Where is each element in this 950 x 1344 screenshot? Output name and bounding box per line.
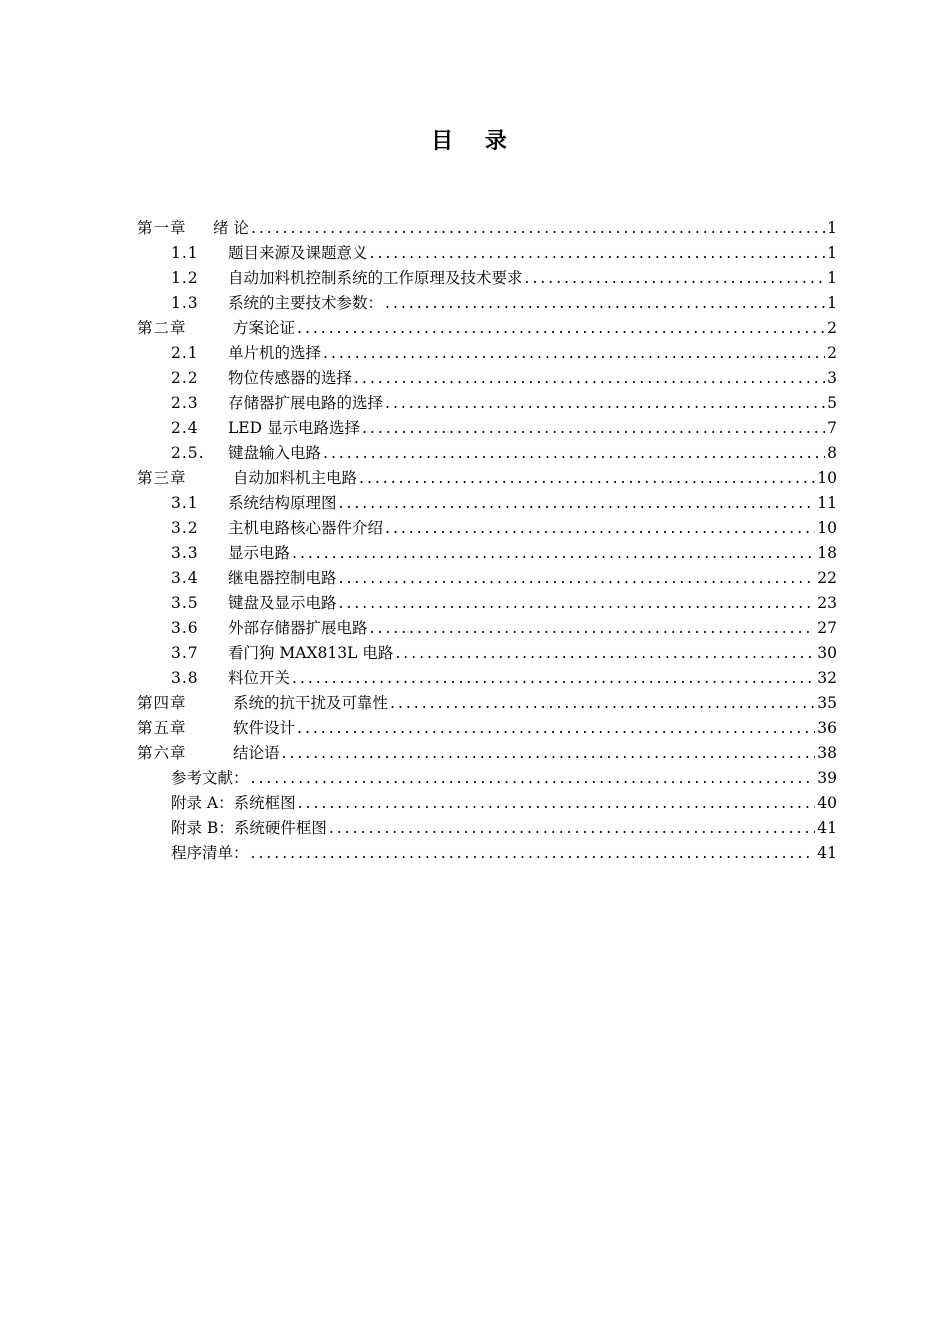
- toc-entry-page: 11: [817, 494, 837, 512]
- toc-entry-label: 方案论证: [233, 319, 296, 337]
- toc-leader-dots: [390, 691, 815, 716]
- toc-entry-label: 料位开关: [228, 669, 291, 687]
- toc-entry-page: 36: [817, 719, 837, 737]
- toc-entry-number: 2.5.: [171, 444, 205, 462]
- toc-entry-section[interactable]: [137, 291, 837, 316]
- toc-entry-page: 40: [817, 794, 837, 812]
- toc-entry-page: 8: [827, 444, 837, 462]
- toc-entry-page: 35: [817, 694, 837, 712]
- toc-entry-section[interactable]: [137, 591, 837, 616]
- toc-entry-section[interactable]: [137, 416, 837, 441]
- toc-entry-number: 3.6: [171, 619, 199, 637]
- toc-entry-page: 18: [817, 544, 837, 562]
- toc-leader-dots: [292, 541, 815, 566]
- toc-entry-number: 第二章: [137, 319, 187, 337]
- page-title: 目 录: [431, 129, 519, 154]
- table-of-contents: [137, 216, 837, 866]
- toc-entry-chapter-3[interactable]: [137, 466, 837, 491]
- toc-entry-page: 2: [827, 319, 837, 337]
- toc-leader-dots: [339, 591, 816, 616]
- toc-leader-dots: [362, 416, 825, 441]
- toc-entry-page: 5: [827, 394, 837, 412]
- toc-entry-page: 22: [817, 569, 837, 587]
- toc-entry-label: 外部存储器扩展电路: [228, 619, 368, 637]
- toc-entry-number: 3.2: [171, 519, 199, 537]
- toc-entry-page: 7: [827, 419, 837, 437]
- toc-entry-label: 附录 A：系统框图: [171, 794, 296, 812]
- toc-entry-page: 1: [827, 244, 837, 262]
- toc-entry-label: 主机电路核心器件介绍: [228, 519, 384, 537]
- toc-leader-dots: [395, 641, 815, 666]
- toc-entry-number: 2.1: [171, 344, 199, 362]
- toc-entry-page: 41: [817, 819, 837, 837]
- toc-leader-dots: [385, 291, 825, 316]
- toc-leader-dots: [251, 766, 816, 791]
- toc-entry-label: 程序清单：: [171, 844, 249, 862]
- toc-entry-section[interactable]: [137, 666, 837, 691]
- toc-leader-dots: [385, 391, 825, 416]
- toc-entry-page: 30: [817, 644, 837, 662]
- toc-entry-number: 第六章: [137, 744, 187, 762]
- toc-entry-number: 2.4: [171, 419, 199, 437]
- toc-entry-label: 自动加料机主电路: [233, 469, 358, 487]
- toc-entry-section[interactable]: [137, 641, 837, 666]
- toc-leader-dots: [359, 466, 815, 491]
- toc-entry-chapter-5[interactable]: [137, 716, 837, 741]
- toc-entry-page: 39: [817, 769, 837, 787]
- toc-entry-references[interactable]: [137, 766, 837, 791]
- toc-leader-dots: [297, 316, 825, 341]
- toc-entry-page: 41: [817, 844, 837, 862]
- toc-entry-number: 1.1: [171, 244, 199, 262]
- toc-entry-section[interactable]: [137, 266, 837, 291]
- toc-leader-dots: [251, 841, 816, 866]
- toc-leader-dots: [282, 741, 816, 766]
- toc-entry-section[interactable]: [137, 566, 837, 591]
- toc-entry-section[interactable]: [137, 241, 837, 266]
- toc-entry-section[interactable]: [137, 516, 837, 541]
- toc-entry-page: 32: [817, 669, 837, 687]
- toc-leader-dots: [339, 566, 816, 591]
- toc-entry-page: 10: [817, 519, 837, 537]
- toc-entry-page: 3: [827, 369, 837, 387]
- toc-entry-number: 3.7: [171, 644, 199, 662]
- toc-leader-dots: [323, 441, 825, 466]
- toc-leader-dots: [251, 216, 825, 241]
- toc-entry-label: 系统结构原理图: [228, 494, 337, 512]
- toc-entry-label: LED 显示电路选择: [228, 419, 360, 437]
- toc-entry-label: 单片机的选择: [228, 344, 322, 362]
- toc-entry-page: 2: [827, 344, 837, 362]
- toc-entry-number: 3.3: [171, 544, 199, 562]
- toc-entry-chapter-6[interactable]: [137, 741, 837, 766]
- toc-entry-label: 键盘及显示电路: [228, 594, 337, 612]
- toc-leader-dots: [298, 791, 816, 816]
- toc-entry-section[interactable]: [137, 391, 837, 416]
- toc-entry-number: 第三章: [137, 469, 187, 487]
- toc-leader-dots: [329, 816, 815, 841]
- toc-entry-label: 参考文献：: [171, 769, 249, 787]
- toc-entry-chapter-4[interactable]: [137, 691, 837, 716]
- toc-entry-page: 38: [817, 744, 837, 762]
- toc-entry-chapter-1[interactable]: [137, 216, 837, 241]
- toc-entry-number: 第一章: [137, 219, 187, 237]
- toc-entry-number: 3.1: [171, 494, 199, 512]
- toc-entry-label: 继电器控制电路: [228, 569, 337, 587]
- toc-entry-section[interactable]: [137, 441, 837, 466]
- toc-entry-number: 3.5: [171, 594, 199, 612]
- toc-leader-dots: [297, 716, 815, 741]
- toc-entry-label: 物位传感器的选择: [228, 369, 353, 387]
- toc-entry-number: 3.8: [171, 669, 199, 687]
- toc-entry-label: 系统的主要技术参数：: [228, 294, 384, 312]
- toc-entry-number: 3.4: [171, 569, 199, 587]
- toc-entry-program-listing[interactable]: [137, 841, 837, 866]
- toc-entry-appendix-a[interactable]: [137, 791, 837, 816]
- toc-entry-label: 键盘输入电路: [228, 444, 322, 462]
- toc-entry-label: 系统的抗干扰及可靠性: [233, 694, 389, 712]
- toc-entry-number: 2.3: [171, 394, 199, 412]
- toc-entry-page: 27: [817, 619, 837, 637]
- toc-leader-dots: [339, 491, 816, 516]
- toc-entry-page: 10: [817, 469, 837, 487]
- toc-entry-label: 附录 B：系统硬件框图: [171, 819, 327, 837]
- toc-entry-label: 自动加料机控制系统的工作原理及技术要求: [228, 269, 523, 287]
- toc-entry-page: 1: [827, 219, 837, 237]
- toc-entry-page: 1: [827, 269, 837, 287]
- toc-entry-section[interactable]: [137, 616, 837, 641]
- toc-entry-section[interactable]: [137, 491, 837, 516]
- toc-entry-number: 1.3: [171, 294, 199, 312]
- toc-leader-dots: [370, 241, 826, 266]
- toc-entry-section[interactable]: [137, 541, 837, 566]
- toc-entry-label: 存储器扩展电路的选择: [228, 394, 384, 412]
- toc-entry-number: 第五章: [137, 719, 187, 737]
- toc-entry-number: 1.2: [171, 269, 199, 287]
- toc-leader-dots: [525, 266, 826, 291]
- toc-leader-dots: [323, 341, 825, 366]
- toc-leader-dots: [370, 616, 816, 641]
- toc-entry-label: 显示电路: [228, 544, 291, 562]
- toc-entry-number: 第四章: [137, 694, 187, 712]
- toc-leader-dots: [292, 666, 815, 691]
- toc-entry-number: 2.2: [171, 369, 199, 387]
- toc-entry-label: 看门狗 MAX813L 电路: [228, 644, 394, 662]
- toc-leader-dots: [354, 366, 825, 391]
- toc-entry-section[interactable]: [137, 366, 837, 391]
- toc-entry-label: 结论语: [233, 744, 280, 762]
- toc-entry-label: 软件设计: [233, 719, 296, 737]
- toc-entry-label: 绪 论: [213, 219, 249, 237]
- toc-entry-label: 题目来源及课题意义: [228, 244, 368, 262]
- toc-entry-appendix-b[interactable]: [137, 816, 837, 841]
- toc-entry-section[interactable]: [137, 341, 837, 366]
- toc-entry-page: 23: [817, 594, 837, 612]
- toc-leader-dots: [385, 516, 815, 541]
- toc-entry-chapter-2[interactable]: [137, 316, 837, 341]
- toc-entry-page: 1: [827, 294, 837, 312]
